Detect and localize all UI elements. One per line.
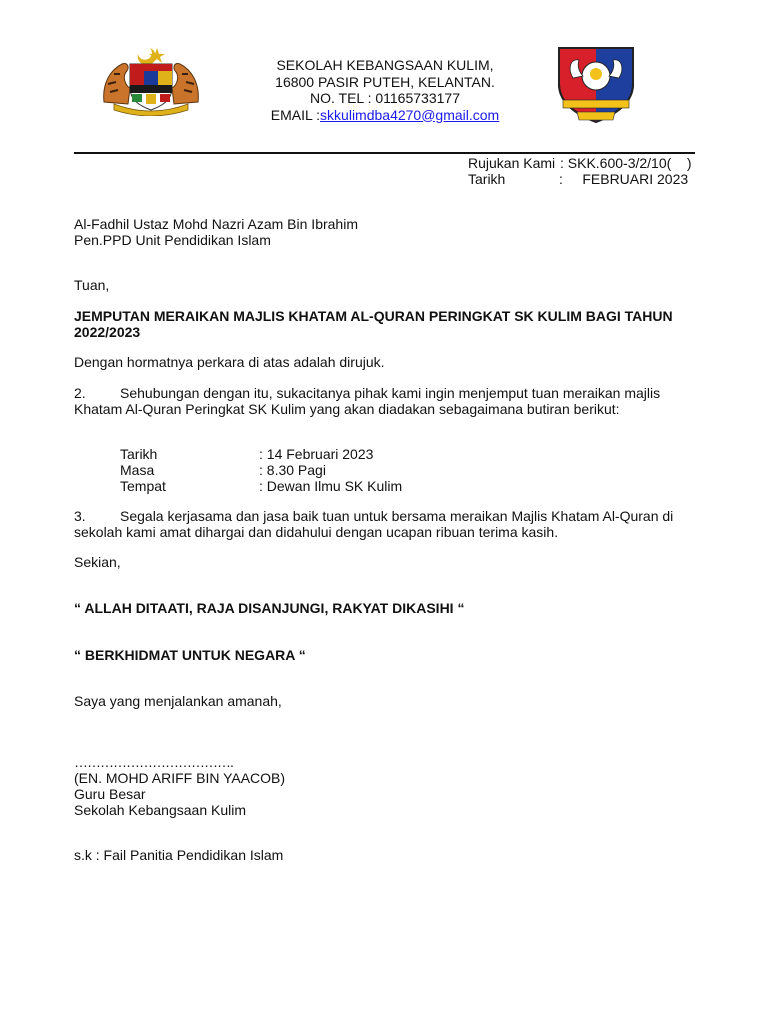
letterhead [220,57,550,123]
motto-2: “ BERKHIDMAT UNTUK NEGARA “ [74,647,306,663]
paragraph-3 [74,508,698,540]
paragraph-3-text-2: sekolah kami amat dihargai dan didahului dengan ucapan ribuan terima kasih. [74,524,559,540]
event-details [120,446,520,494]
detail-row-date [120,446,520,462]
closing-text: Sekian, [74,554,121,570]
salutation: Tuan, [74,277,110,293]
reference-value: : SKK.600-3/2/10( ) [560,155,692,171]
school-phone: NO. TEL : 01165733177 [310,90,460,106]
recipient-name: Al-Fadhil Ustaz Mohd Nazri Azam Bin Ibrahim [74,216,358,232]
detail-label: Tempat [120,478,166,494]
school-address: 16800 PASIR PUTEH, KELANTAN. [275,73,495,90]
signatory-school: Sekolah Kebangsaan Kulim [74,802,247,818]
email-link[interactable]: skkulimdba4270@gmail.com [320,106,500,123]
carbon-copy-line: s.k : Fail Panitia Pendidikan Islam [74,847,284,863]
date-value: : FEBRUARI 2023 [559,171,689,187]
paragraph-2 [74,385,698,417]
recipient-block [74,216,698,248]
paragraph-2-line-1 [74,385,698,401]
reference-block [468,155,708,187]
paragraph-3-text-1: Segala kerjasama dan jasa baik tuan untuk bersama meraikan Majlis Khatam Al-Quran di [120,508,674,524]
motto-1: “ ALLAH DITAATI, RAJA DISANJUNGI, RAKYAT DIKASIHI “ [74,600,465,616]
paragraph-2-text-2: Khatam Al-Quran Peringkat SK Kulim yang akan diadakan sebagaimana butiran berikut: [74,401,620,417]
paragraph-1: Dengan hormatnya perkara di atas adalah dirujuk. [74,354,385,370]
subject-line-2: 2022/2023 [74,324,141,340]
recipient-position: Pen.PPD Unit Pendidikan Islam [74,232,271,248]
school-name: SEKOLAH KEBANGSAAN KULIM, [276,57,494,73]
signatory-name: (EN. MOHD ARIFF BIN YAACOB) [74,770,286,786]
signatory-title: Guru Besar [74,786,146,802]
email-prefix: EMAIL : [270,106,321,123]
date-row [468,171,708,187]
trust-line: Saya yang menjalankan amanah, [74,693,282,709]
detail-label: Tarikh [120,446,158,462]
detail-label: Masa [120,462,155,478]
coat-of-arms-emblem [100,44,202,116]
paragraph-2-text-1: Sehubungan dengan itu, sukacitanya pihak kami ingin menjemput tuan meraikan majlis [120,385,661,401]
detail-value: : Dewan Ilmu SK Kulim [259,478,403,494]
school-crest-emblem [553,44,639,126]
date-label: Tarikh [468,171,506,187]
paragraph-3-line-1 [74,508,698,524]
reference-label: Rujukan Kami [468,155,556,171]
subject-heading [74,308,698,340]
reference-row [468,155,708,171]
paragraph-2-number: 2. [74,385,86,401]
detail-value: : 8.30 Pagi [259,462,326,478]
detail-value: : 14 Februari 2023 [259,446,374,462]
signature-dots: ………………………………. [74,754,233,770]
letterhead-divider [74,152,695,154]
detail-row-venue [120,478,520,494]
paragraph-3-number: 3. [74,508,86,524]
signature-block [74,754,698,818]
subject-line-1: JEMPUTAN MERAIKAN MAJLIS KHATAM AL-QURAN PERINGKAT SK KULIM BAGI TAHUN [74,308,673,324]
detail-row-time [120,462,520,478]
school-email-line [220,107,550,124]
